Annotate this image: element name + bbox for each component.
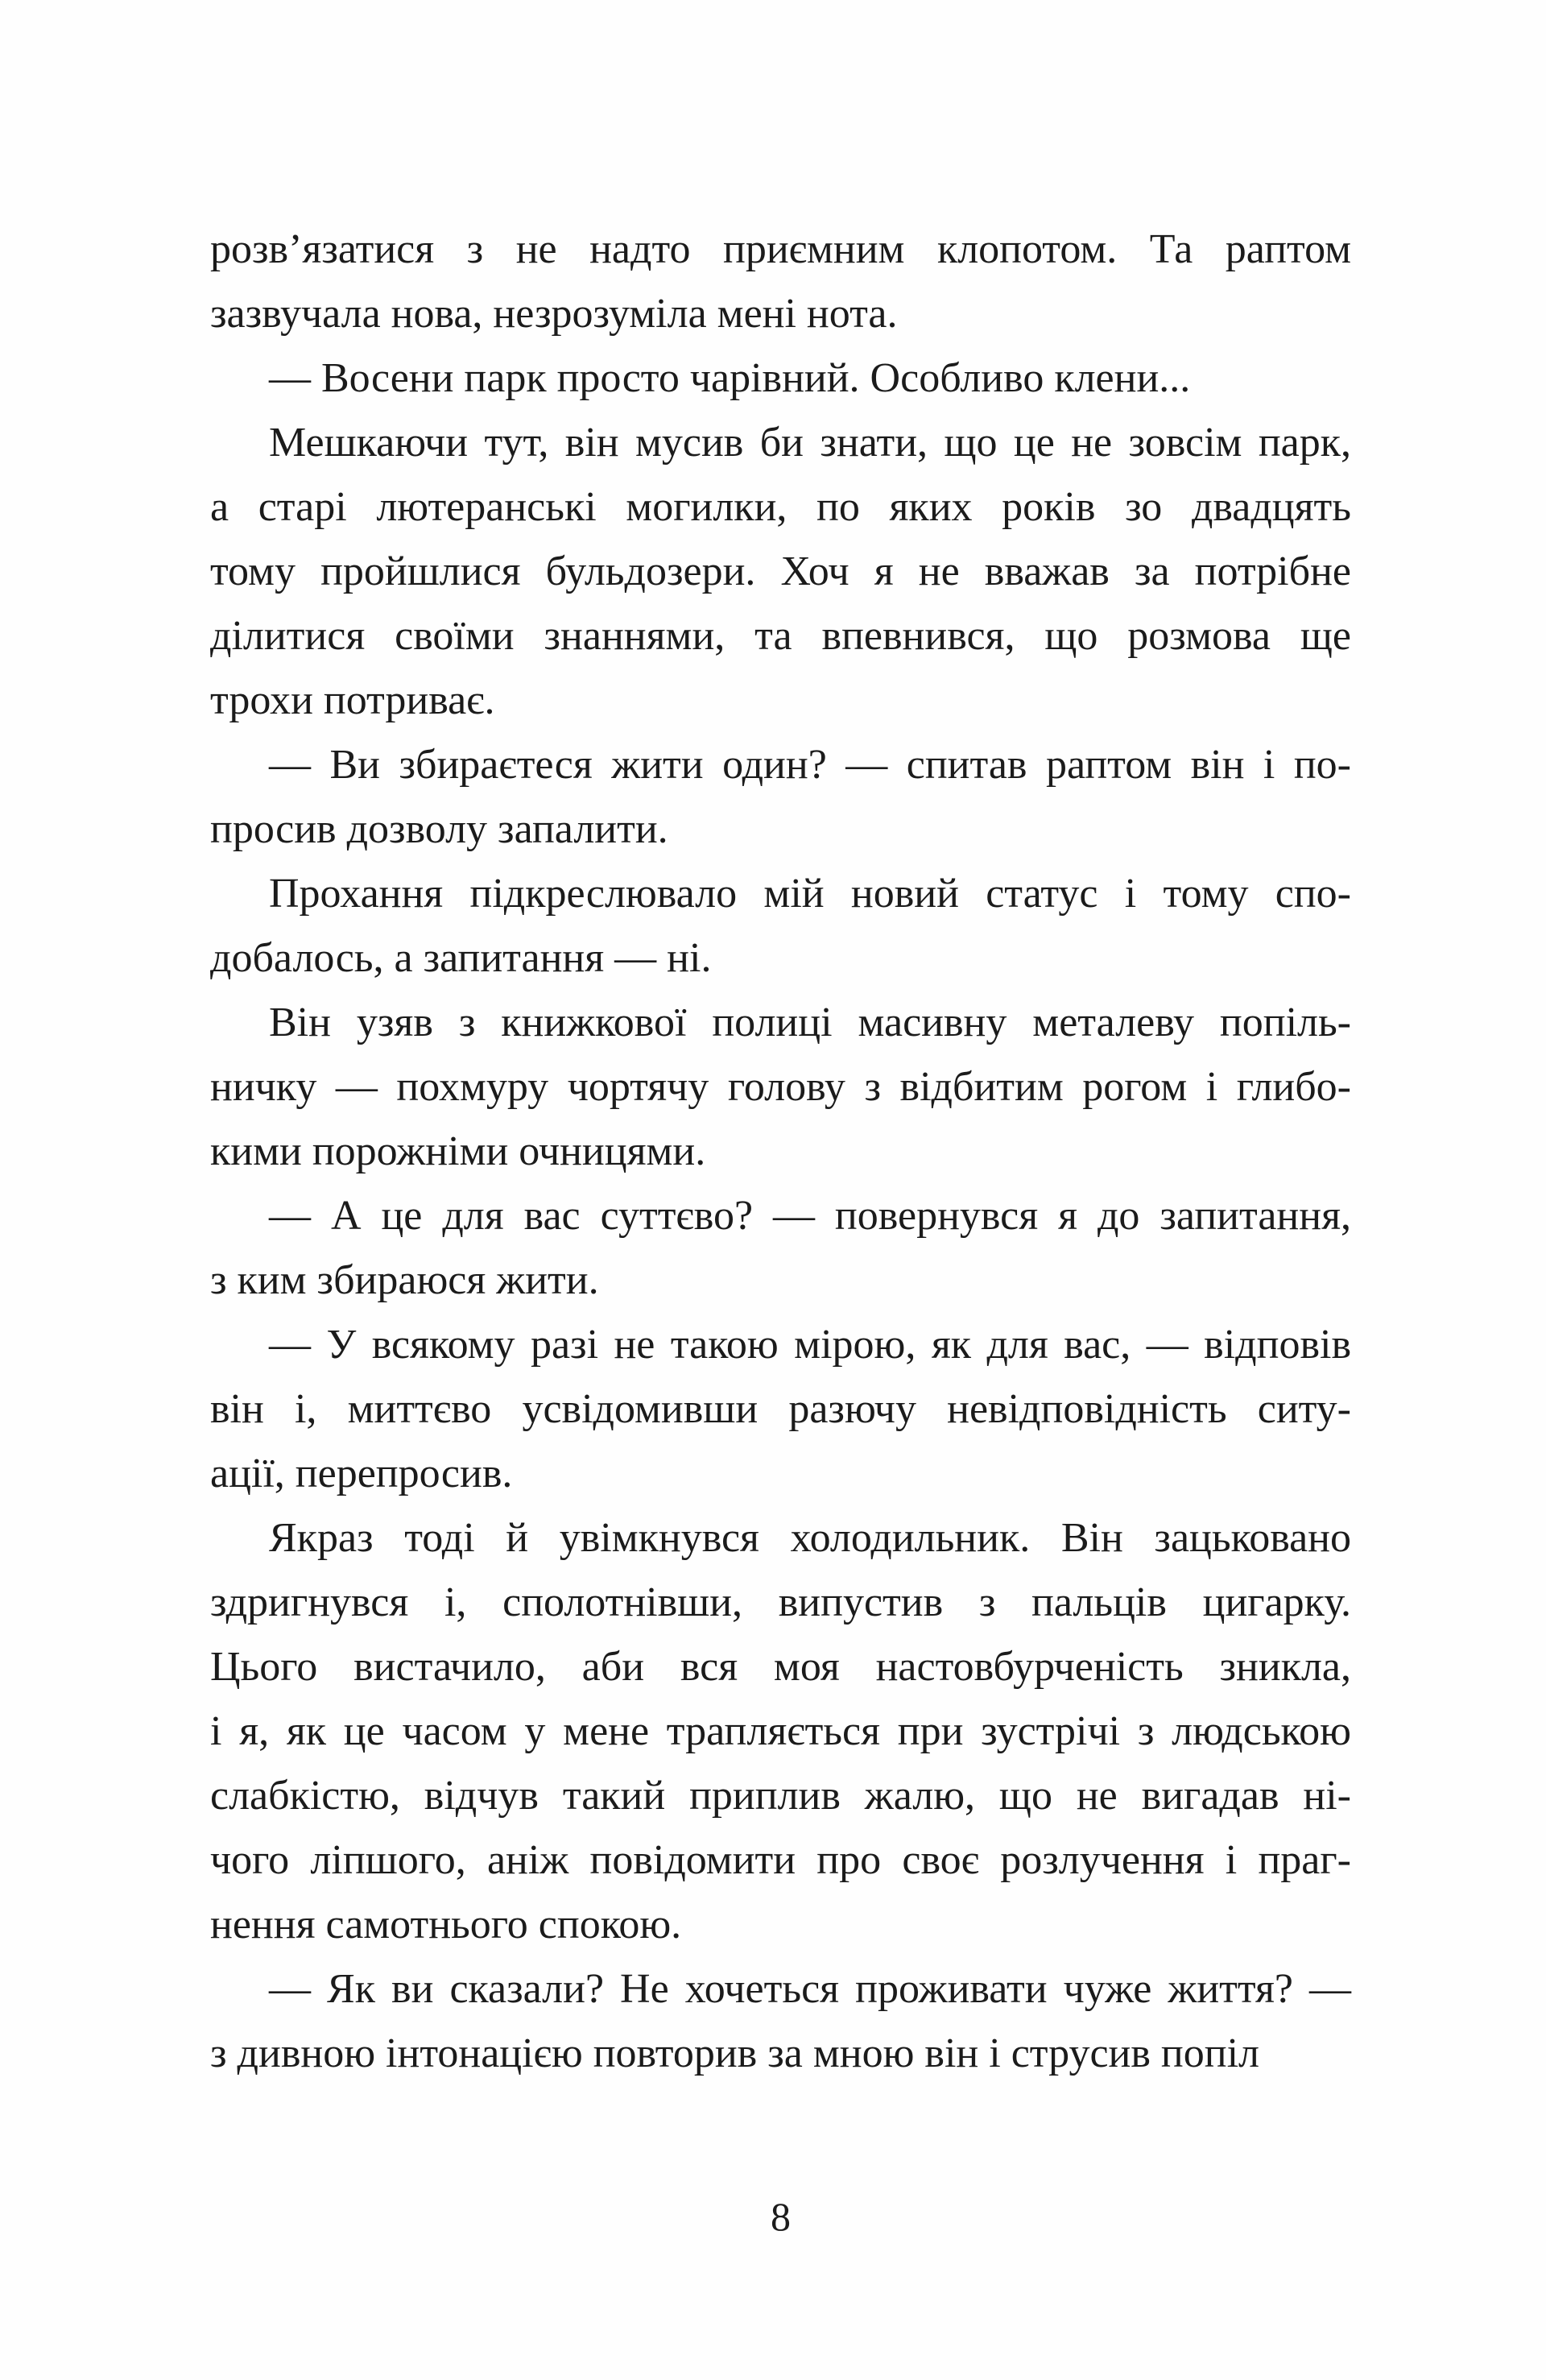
text-line: Цього вистачило, аби вся моя настовбурченість зникла, (210, 1644, 1351, 1690)
text-line: Прохання підкреслювало мій новий статус і тому спо- (269, 871, 1351, 917)
text-block (210, 217, 1351, 2086)
text-line: просив дозволу запалити. (210, 806, 668, 852)
text-line: Якраз тоді й увімкнувся холодильник. Він зацьковано (269, 1515, 1351, 1561)
text-line: Він узяв з книжкової полиці масивну металеву попіль- (269, 1000, 1351, 1045)
paragraph (210, 991, 1351, 1184)
text-line: а старі лютеранські могилки, по яких років зо двадцять (210, 484, 1351, 530)
paragraph (210, 1313, 1351, 1506)
paragraph (210, 1957, 1351, 2086)
text-line: — Восени парк просто чарівний. Особливо клени... (269, 355, 1191, 401)
text-line: чого ліпшого, аніж повідомити про своє розлучення і праг- (210, 1837, 1351, 1883)
text-line: ничку — похмуру чортячу голову з відбитим рогом і глибо- (210, 1064, 1351, 1110)
text-line: розв’язатися з не надто приємним клопотом. Та раптом (210, 226, 1351, 272)
paragraph (210, 862, 1351, 991)
text-line: він і, миттєво усвідомивши разючу невідповідність ситу- (210, 1386, 1351, 1432)
paragraph (210, 346, 1351, 411)
text-line: Мешкаючи тут, він мусив би знати, що це не зовсім парк, (269, 420, 1351, 466)
paragraph (210, 1184, 1351, 1313)
text-line: слабкістю, відчув такий приплив жалю, що не вигадав ні- (210, 1773, 1351, 1819)
paragraph (210, 217, 1351, 346)
text-line: ації, перепросив. (210, 1451, 513, 1496)
text-line: — Ви збираєтеся жити один? — спитав раптом він і по- (269, 742, 1351, 788)
text-line: трохи потриває. (210, 677, 495, 723)
paragraph (210, 733, 1351, 862)
text-line: з ким збираюся жити. (210, 1257, 599, 1303)
paragraph (210, 1506, 1351, 1957)
text-line: здригнувся і, сполотнівши, випустив з пальців цигарку. (210, 1579, 1351, 1625)
text-line: тому пройшлися бульдозери. Хоч я не вважав за потрібне (210, 548, 1351, 594)
text-line: нення самотнього спокою. (210, 1902, 682, 1947)
text-line: — У всякому разі не такою мірою, як для вас, — відповів (269, 1322, 1351, 1368)
text-line: зазвучала нова, незрозуміла мені нота. (210, 291, 898, 337)
text-line: ділитися своїми знаннями, та впевнився, що розмова ще (210, 613, 1351, 659)
page-number: 8 (771, 2194, 791, 2239)
text-line: добалось, а запитання — ні. (210, 935, 712, 981)
text-line: і я, як це часом у мене трапляється при зустрічі з людською (210, 1708, 1351, 1754)
text-line: з дивною інтонацією повторив за мною він і струсив попіл (210, 2030, 1259, 2076)
text-line: — А це для вас суттєво? — повернувся я до запитання, (269, 1193, 1351, 1239)
paragraph (210, 411, 1351, 733)
text-line: — Як ви сказали? Не хочеться проживати чуже життя? — (269, 1966, 1351, 2012)
text-line: кими порожніми очницями. (210, 1128, 706, 1174)
